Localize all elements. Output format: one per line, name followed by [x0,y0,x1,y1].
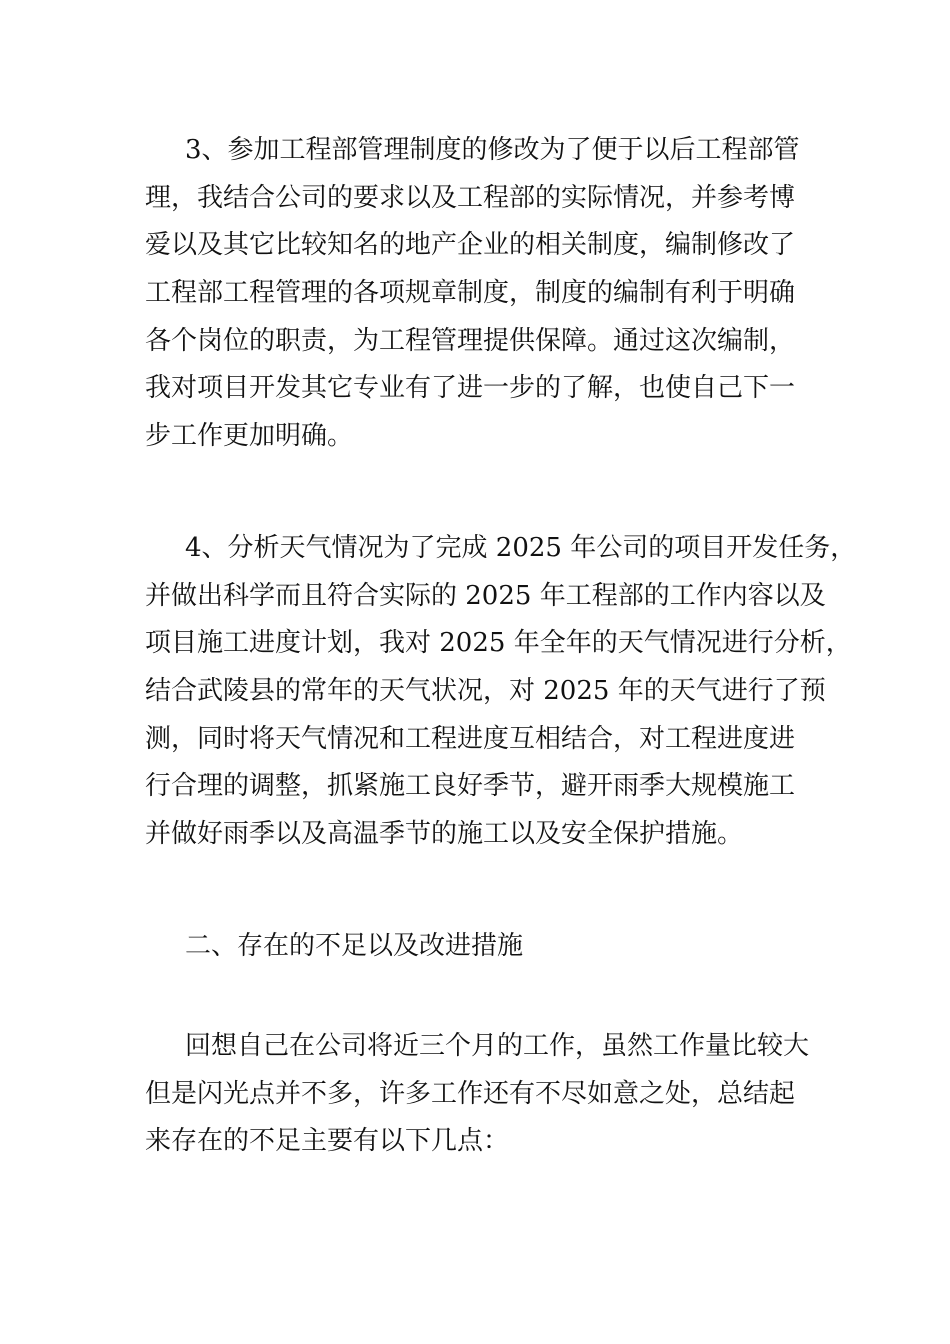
text-line: 项目施工进度计划，我对 2025 年全年的天气情况进行分析， [145,628,852,659]
text-line: 爱以及其它比较知名的地产企业的相关制度，编制修改了 [145,230,796,261]
text-line: 理，我结合公司的要求以及工程部的实际情况，并参考博 [145,182,796,213]
text-line: 4、分析天气情况为了完成 2025 年公司的项目开发任务， [185,533,857,563]
text-line: 行合理的调整，抓紧施工良好季节，避开雨季大规模施工 [145,771,796,802]
text-line: 结合武陵县的常年的天气状况，对 2025 年的天气进行了预 [145,676,826,707]
text-line: 并做出科学而且符合实际的 2025 年工程部的工作内容以及 [145,580,826,611]
text-line: 回想自己在公司将近三个月的工作，虽然工作量比较大 [185,1031,810,1061]
paragraph-management-system [145,127,815,461]
text-line: 但是闪光点并不多，许多工作还有不尽如意之处，总结起 [145,1078,796,1109]
text-line: 并做好雨季以及高温季节的施工以及安全保护措施。 [145,819,744,850]
text-line: 各个岗位的职责，为工程管理提供保障。通过这次编制， [145,325,796,356]
section-heading [145,923,815,971]
text-line: 工程部工程管理的各项规章制度，制度的编制有利于明确 [145,278,796,309]
text-line: 来存在的不足主要有以下几点： [145,1126,510,1157]
text-line: 步工作更加明确。 [145,421,354,452]
paragraph-weather-analysis [145,525,857,859]
paragraph-reflection [145,1023,815,1166]
heading-line: 二、存在的不足以及改进措施 [185,931,524,961]
text-line: 测，同时将天气情况和工程进度互相结合，对工程进度进 [145,723,796,754]
text-line: 3、参加工程部管理制度的修改为了便于以后工程部管 [185,135,800,165]
text-line: 我对项目开发其它专业有了进一步的了解，也使自己下一 [145,373,796,404]
